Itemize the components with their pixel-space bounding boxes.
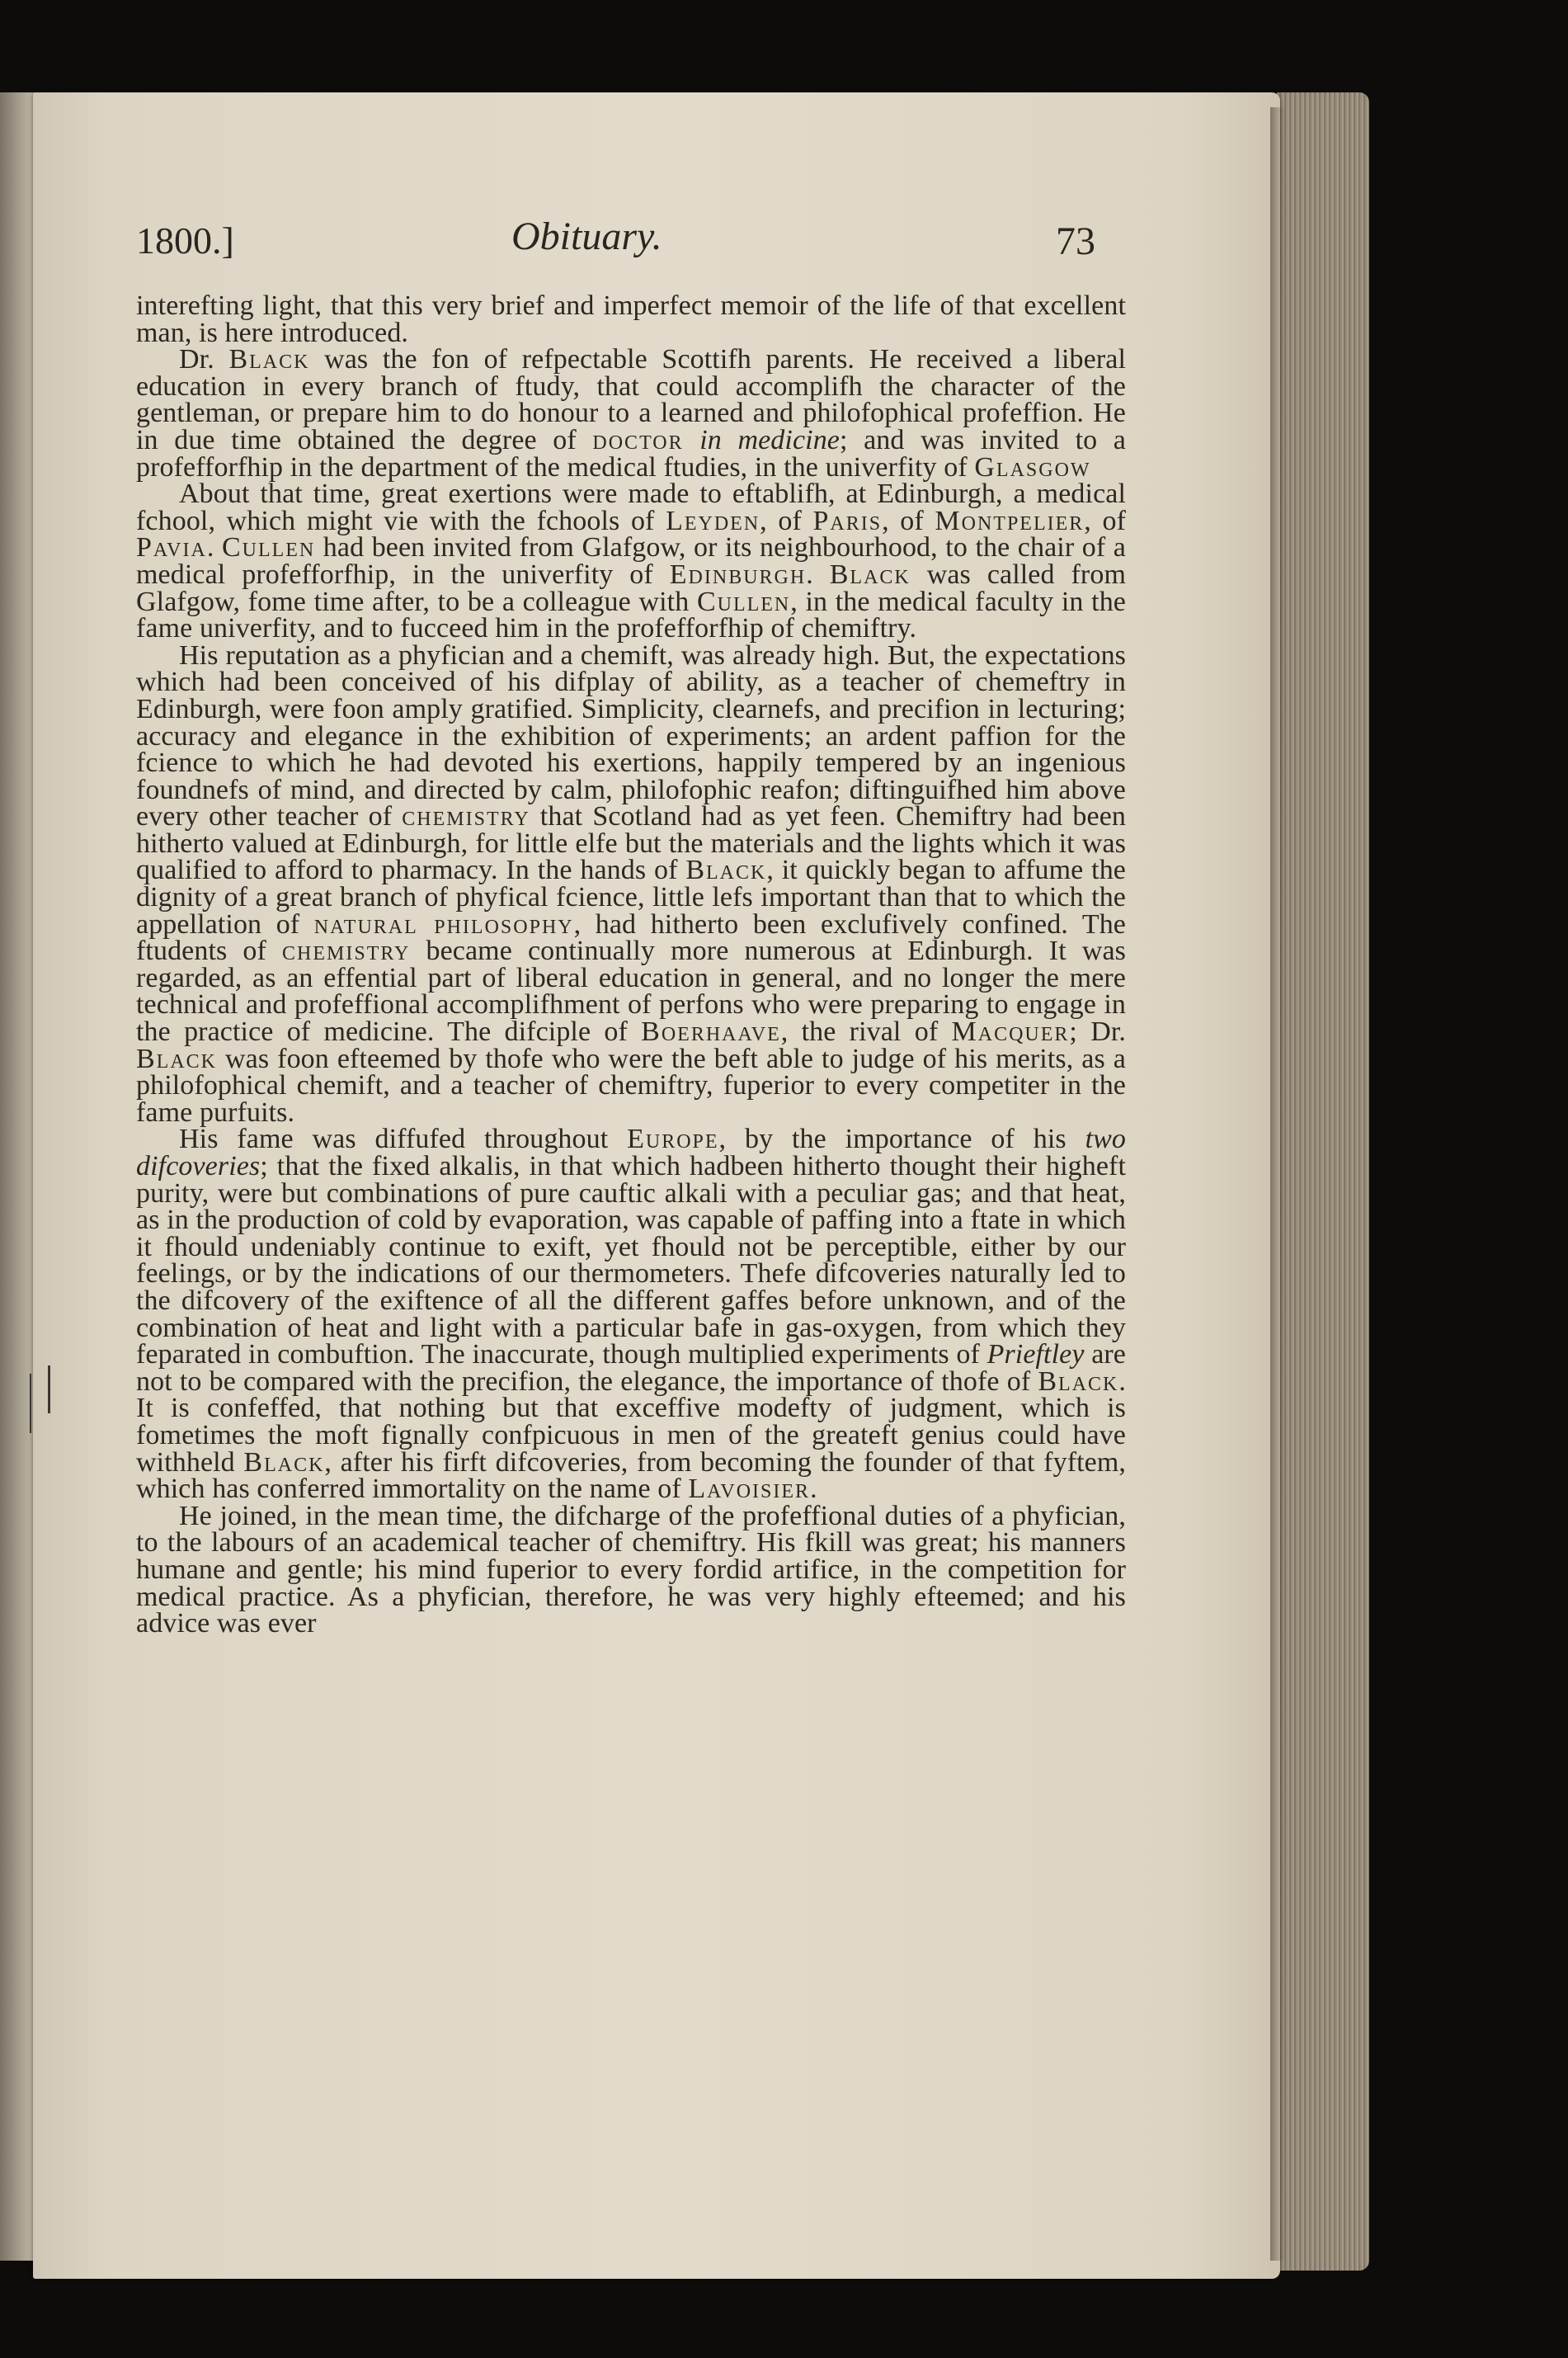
paragraph <box>136 481 1126 643</box>
text-run: , of <box>882 505 935 536</box>
text-run: was the fon of refpectable Scottifh parents. He received a liberal education in every branch of ftudy, that could accomplifh the character of the gentleman, or prepare him to do honour to a learned and philofophical profeffion. He in due time obtained the degree of <box>136 344 1126 455</box>
text-run: became continually more numerous at Edinburgh. It was regarded, as an effential part of liberal education in general, and no longer the mere technical and profeffional accomplifhment of perfons who were preparing to engage in the practice of medicine. The difciple of <box>136 936 1126 1048</box>
small-caps-text: natural philosophy <box>313 908 574 940</box>
text-run: , after his firft difcoveries, from becoming the founder of that fyftem, which has conferred immortality on the name of <box>136 1446 1127 1505</box>
small-caps-text: Black <box>685 855 767 886</box>
small-caps-text: doctor <box>592 424 684 455</box>
small-caps-text: Black <box>1038 1365 1119 1397</box>
small-caps-text: Europe <box>627 1124 719 1155</box>
text-run: , the rival of <box>780 1016 952 1048</box>
text-run: ; Dr. <box>1069 1016 1126 1048</box>
italic-text: Prieftley <box>986 1339 1085 1370</box>
text-run: ; and was invited to a profefforfhip in the department of the medical ftudies, in the univerfity of <box>136 424 1126 483</box>
text-run: Dr. <box>179 344 229 375</box>
small-caps-text: Black <box>228 344 310 375</box>
text-run: was foon efteemed by thofe who were the beft able to judge of his merits, as a philofophical chemift, and a teacher of chemiftry, fuperior to every competiter in the fame purfuits. <box>136 1043 1126 1128</box>
small-caps-text: Edinburgh <box>669 559 807 590</box>
page-gutter-shadow <box>1270 107 1285 2261</box>
small-caps-text: Paris <box>812 505 883 536</box>
text-run: , in the medical faculty in the fame univerfity, and to fucceed him in the profefforfhip of chemiftry. <box>136 586 1126 644</box>
header-year: 1800.] <box>136 219 234 262</box>
text-run: , had hitherto been exclufively confined. The ftudents of <box>136 908 1126 967</box>
paragraph <box>136 1124 1127 1505</box>
italic-text: in medicine <box>699 424 840 455</box>
text-run: , of <box>1084 505 1126 536</box>
text-run: His fame was diffufed throughout <box>179 1124 628 1155</box>
small-caps-text: Boerhaave <box>641 1016 781 1048</box>
text-run: He joined, in the mean time, the difcharge of the profeffional duties of a phyfician, to the labours of an academical teacher of chemiftry. His fkill was great; his manners humane and gentle; his mind fuperior to every fordid artifice, in the competition for medical practice. As a phyfician, therefore, he was very highly efteemed; and his advice was ever <box>136 1500 1126 1639</box>
book-fore-edge <box>1277 92 1369 2271</box>
small-caps-text: Macquer <box>951 1016 1070 1048</box>
small-caps-text: Pavia <box>136 532 207 564</box>
small-caps-text: Black <box>243 1446 325 1478</box>
small-caps-text: Lavoisier <box>688 1474 811 1505</box>
text-run <box>684 425 700 455</box>
paragraph <box>136 1500 1126 1639</box>
small-caps-text: Cullen <box>221 532 316 564</box>
margin-mark <box>30 1374 31 1433</box>
obituary-text <box>136 290 1127 1639</box>
text-run: , of <box>760 505 813 536</box>
text-run: . <box>810 1474 817 1505</box>
text-run: His reputation as a phyfician and a chemift, was already high. But, the expectations which had been conceived of his difplay of ability, as a teacher of chemeftry in Edinburgh, were foon amply gratified. Simplicity, clearnefs, and precifion in lecturing; accuracy and elegance in the exhibition of experiments; an ardent paffion for the fcience to which he had devoted his exertions, happily tempered by an ingenious foundnefs of mind, and directed by calm, philofophic reafon; diftinguifhed him above every other teacher of <box>136 639 1126 832</box>
text-run: are not to be compared with the precifion, the elegance, the importance of thofe of <box>136 1339 1126 1397</box>
text-run: . <box>206 532 222 564</box>
running-header <box>136 215 1126 276</box>
small-caps-text: Montpelier <box>935 505 1085 536</box>
small-caps-text: chemistry <box>282 936 411 967</box>
margin-mark <box>48 1365 50 1413</box>
page-number: 73 <box>1056 219 1095 263</box>
small-caps-text: chemistry <box>402 801 530 832</box>
paragraph <box>136 290 1126 348</box>
text-run: About that time, great exertions were made to eftablifh, at Edinburgh, a medical fchool, which might vie with the fchools of <box>136 479 1126 536</box>
header-section-title: Obituary. <box>511 215 662 258</box>
text-run: . It is confeffed, that nothing but that exceffive modefty of judgment, which is fometimes the moft fignally confpicuous in men of the greateft genius could have withheld <box>136 1365 1126 1478</box>
italic-text: two difcoveries <box>136 1124 1127 1181</box>
text-run: was called from Glafgow, fome time after, to be a colleague with <box>136 559 1127 617</box>
text-run: . <box>806 559 830 590</box>
small-caps-text: Black <box>829 559 911 590</box>
paragraph <box>136 344 1126 483</box>
paragraph <box>136 639 1126 1128</box>
text-run: , by the importance of his <box>718 1124 1085 1155</box>
text-run: interefting light, that this very brief and imperfect memoir of the life of that excellent man, is here introduced. <box>136 290 1126 348</box>
small-caps-text: Glasgow <box>974 451 1091 483</box>
text-run: , it quickly began to affume the dignity of a great branch of phyfical fcience, little lefs important than that to which the appellation of <box>136 855 1126 940</box>
text-run: that Scotland had as yet feen. Chemiftry had been hitherto valued at Edinburgh, for little elfe but the materials and the lights which it was qualified to afford to pharmacy. In the hands of <box>136 801 1126 886</box>
small-caps-text: Leyden <box>666 505 760 536</box>
text-run: ; that the fixed alkalis, in that which hadbeen hitherto thought their higheft purity, were but combinations of pure cauftic alkali with a peculiar gas; and that heat, as in the production of cold by evaporation, was capable of paffing into a ftate in which it fhould undeniably continue to exift, yet fhould not be perceptible, either by our feelings, or by the indications of our thermometers. Thefe difcoveries naturally led to the difcovery of the exiftence of all the different gaffes before unknown, and of the combination of heat and light with a particular bafe in gas-oxygen, from which they feparated in combuftion. The inaccurate, though multiplied experiments of <box>136 1151 1126 1370</box>
text-run: had been invited from Glafgow, or its neighbourhood, to the chair of a medical profefforfhip, in the univerfity of <box>136 532 1126 590</box>
small-caps-text: Black <box>136 1043 218 1074</box>
small-caps-text: Cullen <box>696 586 791 617</box>
